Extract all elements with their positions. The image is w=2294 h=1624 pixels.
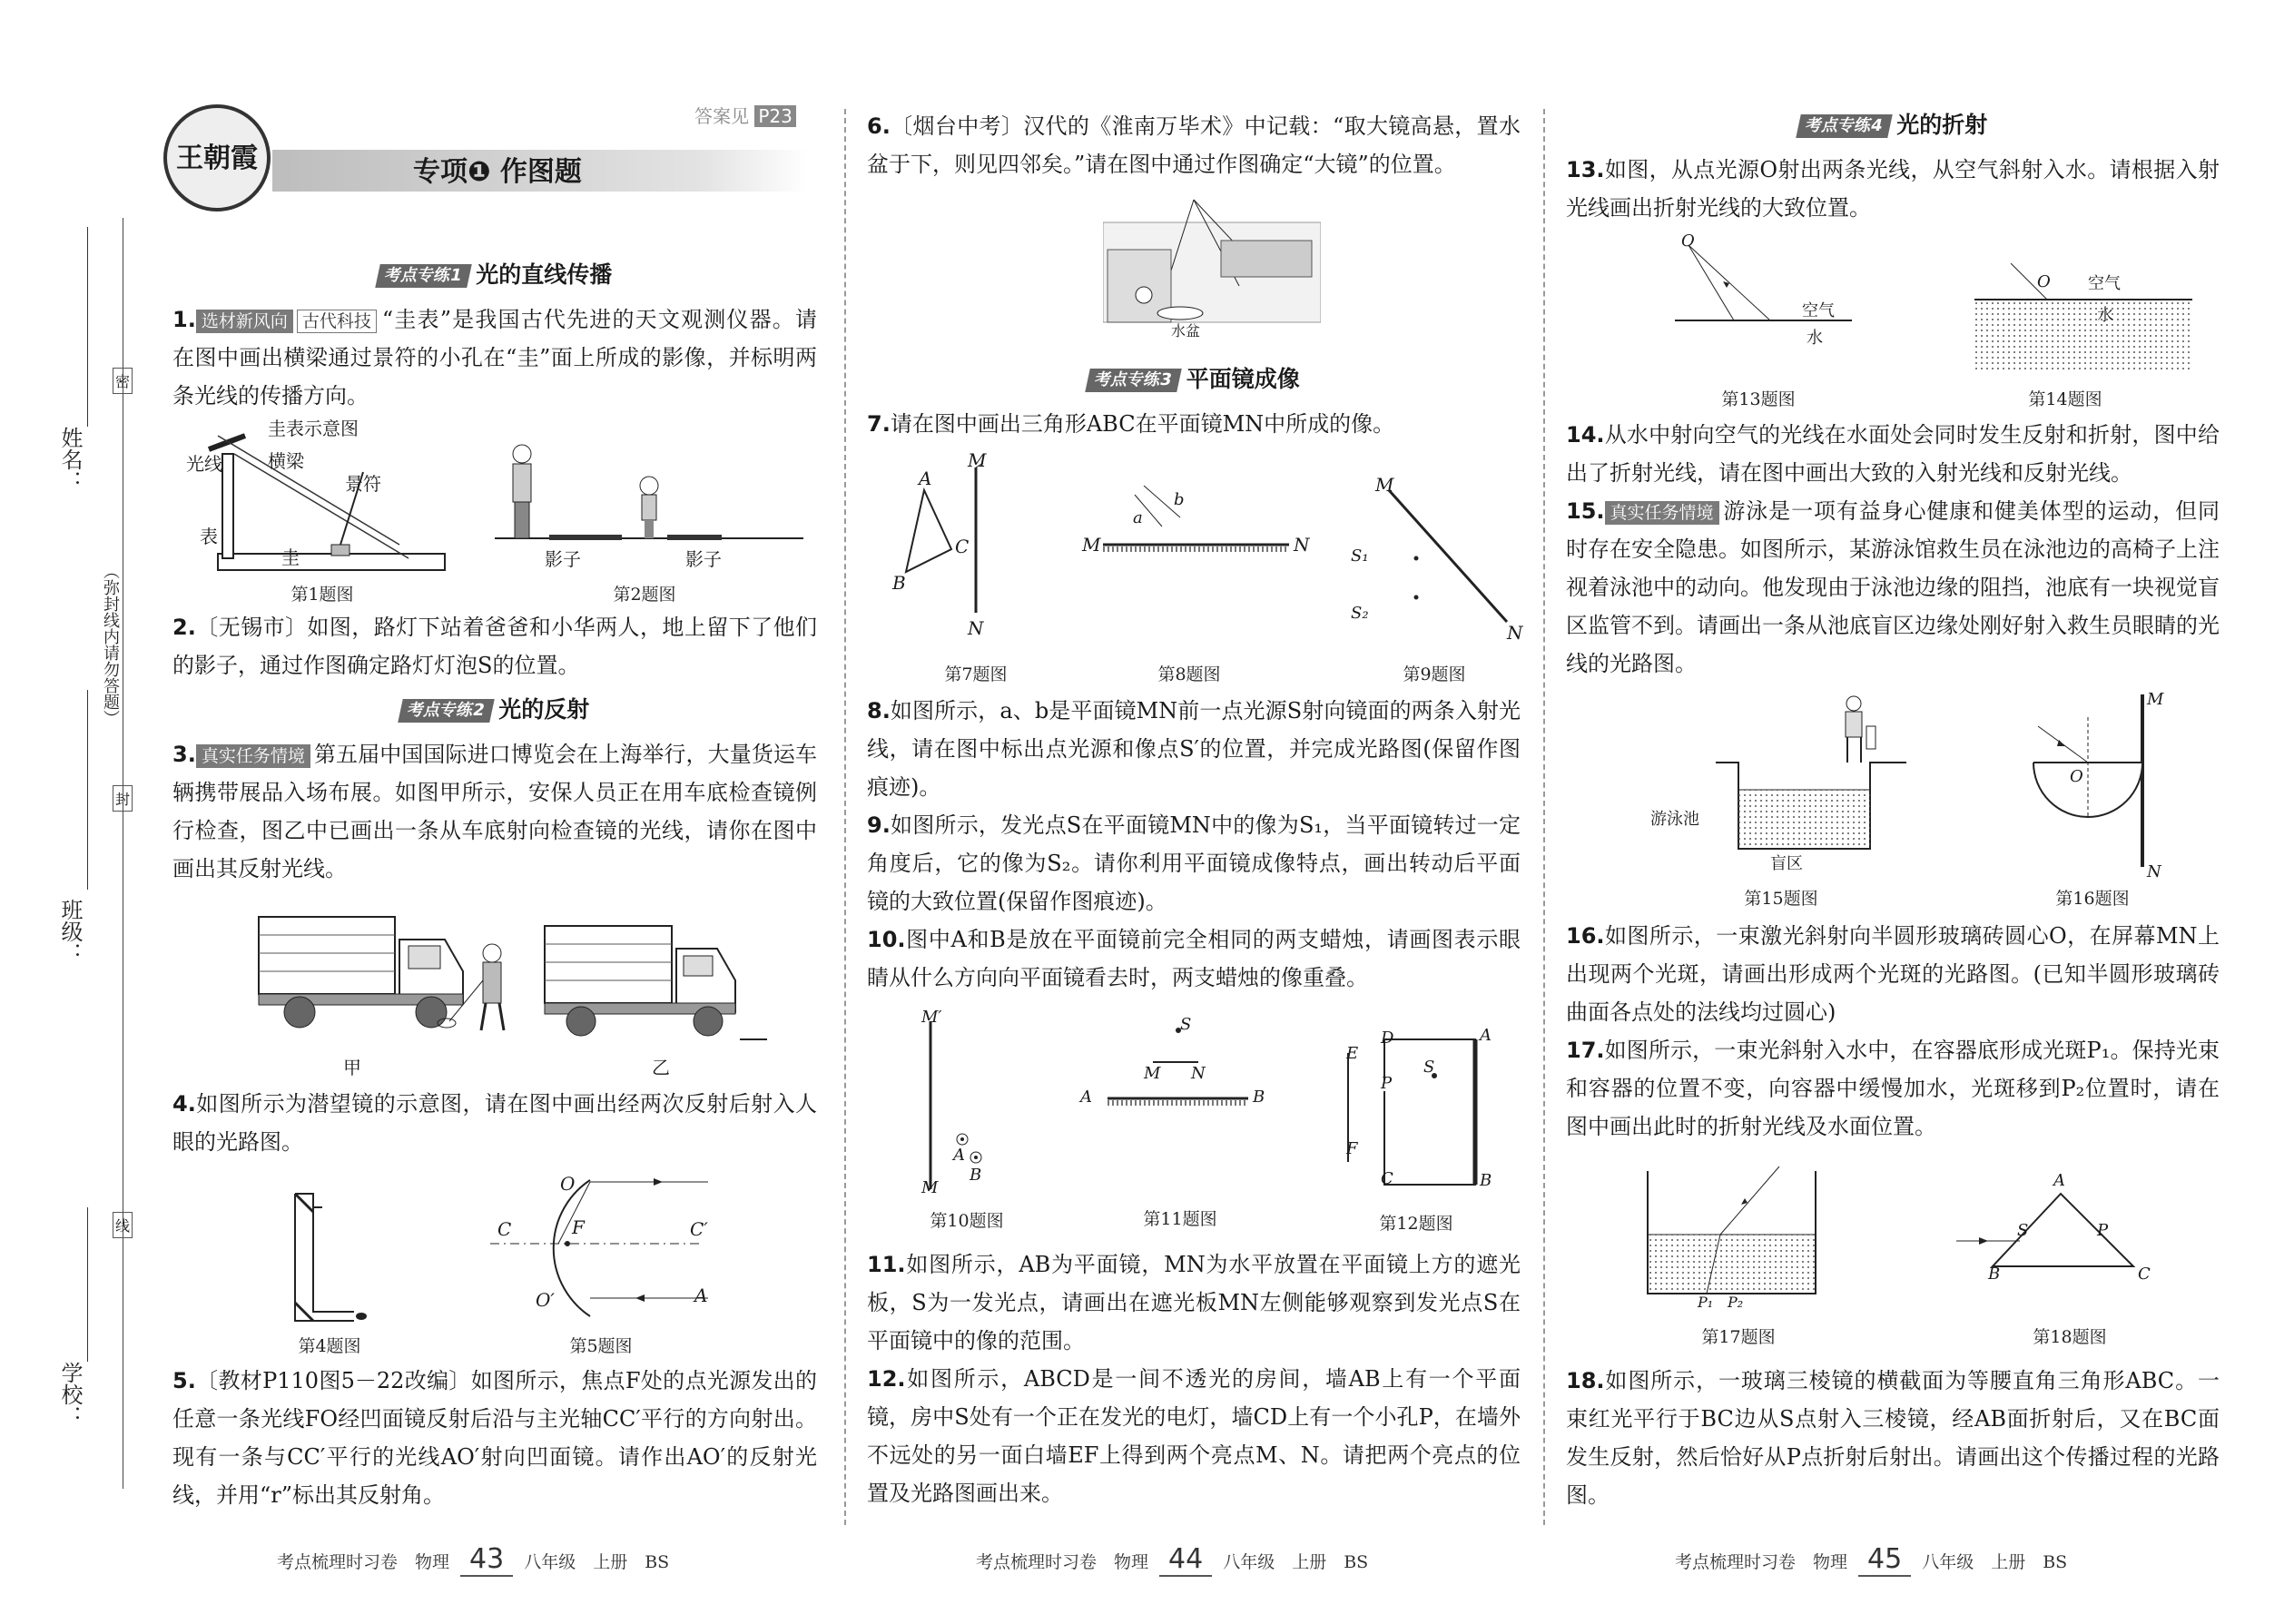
section-2-heading (172, 692, 817, 728)
answer-ref-label: 答案见 (694, 105, 749, 127)
question-number: 1. (172, 307, 196, 332)
figure-caption: 第12题图 (1379, 1214, 1453, 1234)
figure-caption: 第7题图 (944, 664, 1008, 684)
figure-caption: 乙 (652, 1057, 670, 1078)
figure-1-title: 圭表示意图 (268, 418, 359, 439)
figure-caption: 第2题图 (613, 585, 676, 605)
question-number: 2. (172, 615, 196, 640)
label-S12: S (1423, 1058, 1435, 1077)
label-N9: N (1507, 622, 1523, 644)
label-o: O (560, 1173, 576, 1195)
column-3d (1566, 1362, 2220, 1514)
figure-15 (1716, 690, 1906, 871)
column-2d (867, 1245, 1521, 1512)
label-B10: B (970, 1166, 982, 1185)
footer-left: 考点梳理时习卷 物理 (1675, 1552, 1848, 1572)
label-o-prime: O′ (536, 1289, 555, 1311)
question-16 (1566, 917, 2220, 1031)
label-E: E (1346, 1044, 1359, 1063)
question-number: 16. (1566, 923, 1605, 949)
section-title: 光的直线传播 (476, 261, 613, 288)
label-N11: N (1191, 1064, 1206, 1083)
class-label: 班级： (57, 899, 83, 964)
logo-text: 王朝霞 (176, 143, 258, 174)
label-B11: B (1253, 1088, 1265, 1107)
label-M10: M′ (921, 1008, 942, 1027)
column-3c (1566, 917, 2220, 1146)
figure-caption: 第11题图 (1143, 1209, 1217, 1229)
question-14 (1566, 416, 2220, 492)
question-11 (867, 1245, 1521, 1360)
footer-right: 八年级 上册 BS (1922, 1552, 2068, 1572)
figure-2 (495, 440, 803, 567)
label-shuipen: 水盆 (1171, 322, 1201, 340)
column-divider (844, 109, 846, 1525)
label-D: D (1381, 1029, 1394, 1048)
figure-caption: 第4题图 (298, 1336, 361, 1356)
question-number: 9. (867, 812, 891, 838)
figure-3a (254, 899, 527, 1035)
question-number: 18. (1566, 1368, 1605, 1393)
label-F: F (1346, 1139, 1358, 1158)
figure-caption: 第18题图 (2033, 1327, 2107, 1347)
label-A: A (919, 468, 932, 489)
question-text: 请在图中画出三角形ABC在平面镜MN中所成的像。 (890, 411, 1395, 437)
label-O16: O (2070, 767, 2083, 786)
page-number: 44 (1159, 1543, 1212, 1577)
page-number: 45 (1858, 1543, 1911, 1577)
label-water-13: 水 (1807, 329, 1823, 348)
topic-title: 专项❶ 作图题 (413, 156, 582, 188)
label-beam: 横梁 (268, 450, 304, 472)
question-number: 6. (867, 113, 891, 139)
label-A10: A (953, 1146, 965, 1165)
question-number: 10. (867, 927, 906, 952)
footer-right: 八年级 上册 BS (1223, 1552, 1369, 1572)
label-gui: 圭 (281, 546, 300, 568)
label-b-small: b (1174, 490, 1185, 509)
question-number: 11. (867, 1252, 906, 1277)
column-3 (1566, 107, 2220, 227)
section-title: 光的折射 (1896, 112, 1988, 138)
label-P18: P (2097, 1221, 2109, 1240)
label-A18: A (2053, 1171, 2065, 1190)
label-A11: A (1080, 1088, 1092, 1107)
question-text: 如图所示，发光点S在平面镜MN中的像为S₁，当平面镜转过一定角度后，它的像为S₂。请你利用平面镜成像特点，画出转动后平面镜的大致位置(保留作图痕迹)。 (867, 812, 1521, 914)
question-text: 从水中射向空气的光线在水面处会同时发生反射和折射，图中给出了折射光线，请在图中画出大致的入射光线和反射光线。 (1566, 422, 2220, 486)
label-f: F (572, 1216, 585, 1238)
figure-caption: 第10题图 (930, 1211, 1004, 1231)
label-M8: M (1082, 534, 1101, 556)
name-field[interactable] (87, 227, 88, 427)
answer-page-badge: P23 (754, 105, 796, 127)
label-M16: M (2147, 690, 2164, 709)
school-field[interactable] (87, 1207, 88, 1362)
label-jingfu: 景符 (345, 473, 381, 495)
footer-page-45 (1675, 1543, 2067, 1577)
section-badge: 考点专练3 (1085, 369, 1181, 392)
column-1b (172, 608, 817, 888)
question-12 (867, 1360, 1521, 1512)
seal-mark-1: 密 (113, 368, 133, 394)
footer-right: 八年级 上册 BS (524, 1552, 670, 1572)
figure-17 (1643, 1162, 1825, 1298)
label-S11: S (1180, 1015, 1192, 1034)
question-8 (867, 692, 1521, 806)
label-N8: N (1294, 534, 1310, 556)
school-label: 学校： (57, 1362, 83, 1427)
section-4-heading (1566, 107, 2220, 143)
figure-6 (1103, 195, 1321, 331)
question-18 (1566, 1362, 2220, 1514)
label-O13: O (1681, 231, 1695, 251)
section-1-heading (172, 257, 817, 293)
question-4 (172, 1085, 817, 1161)
footer-page-43 (277, 1543, 669, 1577)
label-shadow-1: 影子 (545, 548, 581, 570)
section-title: 光的反射 (498, 696, 590, 723)
label-C12: C (1381, 1169, 1393, 1188)
question-13 (1566, 151, 2220, 227)
figure-caption: 第14题图 (2028, 389, 2102, 409)
section-title: 平面镜成像 (1186, 366, 1300, 392)
label-C18: C (2138, 1265, 2151, 1284)
question-number: 7. (867, 411, 891, 437)
question-number: 3. (172, 742, 196, 767)
figure-18 (1952, 1185, 2161, 1275)
question-6 (867, 107, 1521, 183)
figure-caption: 甲 (343, 1057, 361, 1078)
footer-page-44 (976, 1543, 1368, 1577)
question-tag: 真实任务情境 (1605, 501, 1719, 525)
figure-3b (540, 912, 767, 1048)
figure-14 (1974, 263, 2192, 381)
question-text: 第五届中国国际进口博览会在上海举行，大量货运车辆携带展品入场布展。如图甲所示，安保人员正在用车底检查镜例行检查，图乙中已画出一条从车底射向检查镜的光线，请你在图中画出其反射光线。 (172, 742, 817, 881)
figure-caption: 第5题图 (569, 1336, 633, 1356)
figure-caption: 第1题图 (290, 585, 354, 605)
question-15 (1566, 492, 2220, 683)
question-text: 如图所示，一束光斜射入水中，在容器底形成光斑P₁。保持光束和容器的位置不变，向容器中缓慢加水，光斑移到P₂位置时，请在图中画出此时的折射光线及水面位置。 (1566, 1038, 2220, 1139)
figure-caption: 第13题图 (1721, 389, 1796, 409)
label-B18: B (1988, 1265, 2001, 1284)
section-badge: 考点专练2 (398, 699, 494, 723)
question-number: 8. (867, 698, 891, 723)
label-water-14: 水 (2097, 306, 2113, 325)
label-shadow-2: 影子 (685, 548, 722, 570)
label-blind: 盲区 (1770, 854, 1803, 873)
label-N: N (968, 617, 984, 639)
label-light: 光线 (186, 453, 222, 475)
label-P2: P₂ (1728, 1294, 1744, 1311)
column-2c (867, 692, 1521, 997)
figure-11 (1089, 1017, 1253, 1117)
figure-8 (1080, 481, 1289, 563)
question-9 (867, 806, 1521, 920)
label-B: B (892, 572, 906, 594)
question-tag: 选材新风向 (196, 310, 293, 333)
question-text: 如图所示为潜望镜的示意图，请在图中画出经两次反射后射入人眼的光路图。 (172, 1091, 817, 1155)
label-C: C (955, 536, 970, 557)
label-c-prime: C′ (690, 1218, 708, 1240)
label-P: P (1381, 1074, 1393, 1093)
question-text: 〔无锡市〕如图，路灯下站着爸爸和小华两人，地上留下了他们的影子，通过作图确定路灯灯泡S的位置。 (172, 615, 817, 678)
name-label: 姓名： (57, 427, 83, 492)
figure-caption: 第9题图 (1403, 664, 1466, 684)
figure-16 (2015, 690, 2170, 871)
label-M10b: M (921, 1178, 939, 1197)
label-B12: B (1480, 1171, 1492, 1190)
question-number: 15. (1566, 498, 1605, 524)
label-S2: S₂ (1351, 604, 1369, 623)
question-text: “圭表”是我国古代先进的天文观测仪器。请在图中画出横梁通过景符的小孔在“圭”面上所成的影像，并标明两条光线的传播方向。 (172, 307, 817, 408)
label-c: C (497, 1218, 512, 1240)
label-M9: M (1375, 474, 1394, 496)
class-field[interactable] (87, 690, 88, 890)
question-number: 13. (1566, 157, 1605, 182)
question-7 (867, 405, 1521, 443)
question-tag: 古代科技 (297, 310, 377, 333)
label-pool: 游泳池 (1650, 810, 1699, 829)
section-badge: 考点专练4 (1796, 114, 1892, 138)
question-1 (172, 300, 817, 415)
question-number: 4. (172, 1091, 196, 1117)
label-biao: 表 (200, 526, 218, 547)
figure-5 (490, 1171, 717, 1325)
question-number: 5. (172, 1368, 196, 1393)
label-M: M (968, 449, 987, 471)
label-O14: O (2037, 272, 2051, 291)
figure-caption: 第8题图 (1157, 664, 1221, 684)
question-text: 如图，从点光源O射出两条光线，从空气斜射入水。请根据入射光线画出折射光线的大致位置。 (1566, 157, 2220, 221)
column-1c (172, 1085, 817, 1161)
seal-mark-2: 封 (113, 785, 133, 812)
question-2 (172, 608, 817, 684)
question-text: 游泳是一项有益身心健康和健美体型的运动，但同时存在安全隐患。如图所示，某游泳馆救生员在泳池边的高椅子上注视着泳池中的动向。他发现由于泳池边缘的阻挡，池底有一块视觉盲区监管不到。请画出一条从池底盲区边缘处刚好射入救生员眼睛的光线的光路图。 (1566, 498, 2220, 676)
column-2 (867, 107, 1521, 183)
question-text: 如图所示，一束激光斜射向半圆形玻璃砖圆心O，在屏幕MN上出现两个光斑，请画出形成两个光斑的光路图。(已知半圆形玻璃砖曲面各点处的法线均过圆心) (1566, 923, 2220, 1025)
question-number: 12. (867, 1366, 906, 1392)
section-badge: 考点专练1 (375, 264, 471, 288)
question-text: 〔烟台中考〕汉代的《淮南万毕术》中记载：“取大镜高悬，置水盆于下，则见四邻矣。”请在图中通过作图确定“大镜”的位置。 (867, 113, 1521, 177)
question-17 (1566, 1031, 2220, 1146)
question-text: 如图所示，ABCD是一间不透光的房间，墙AB上有一个平面镜，房中S处有一个正在发光的电灯，墙CD上有一个小孔P，在墙外不远处的另一面白墙EF上得到两个亮点M、N。请把两个亮点的位置及光路图画出来。 (867, 1366, 1521, 1506)
question-text: 如图所示，AB为平面镜，MN为水平放置在平面镜上方的遮光板，S为一发光点，请画出在遮光板MN左侧能够观察到发光点S在平面镜中的像的范围。 (867, 1252, 1521, 1353)
seal-mark-3: 线 (113, 1212, 133, 1238)
figure-9 (1371, 486, 1516, 631)
question-text: 如图所示，a、b是平面镜MN前一点光源S射向镜面的两条入射光线，请在图中标出点光源和像点S′的位置，并完成光路图(保留作图痕迹)。 (867, 698, 1521, 800)
column-3b (1566, 416, 2220, 683)
footer-left: 考点梳理时习卷 物理 (277, 1552, 450, 1572)
question-text: 图中A和B是放在平面镜前完全相同的两支蜡烛，请画图表示眼睛从什么方向向平面镜看去时，两支蜡烛的像重叠。 (867, 927, 1521, 990)
label-air-14: 空气 (2088, 274, 2121, 293)
question-3 (172, 735, 817, 888)
seal-note: （弥封线内请勿答题） (101, 563, 120, 726)
figure-caption: 第16题图 (2055, 889, 2130, 909)
question-tag: 真实任务情境 (196, 744, 310, 768)
question-text: 〔教材P110图5－22改编〕如图所示，焦点F处的点光源发出的任意一条光线FO经凹面镜反射后沿与主光轴CC′平行的方向射出。现有一条与CC′平行的光线AO′射向凹面镜。请作出AO′的反射光线，并用“r”标出其反射角。 (172, 1368, 817, 1508)
column-2b (867, 354, 1521, 443)
answer-ref (694, 102, 796, 128)
question-text: 如图所示，一玻璃三棱镜的横截面为等腰直角三角形ABC。一束红光平行于BC边从S点射入三棱镜，经AB面折射后，又在BC面发生反射，然后恰好从P点折射后射出。请画出这个传播过程的光路图。 (1566, 1368, 2220, 1508)
figure-caption: 第15题图 (1744, 889, 1818, 909)
label-A12: A (1480, 1026, 1492, 1045)
question-10 (867, 920, 1521, 997)
section-3-heading (867, 361, 1521, 398)
column-1d (172, 1362, 817, 1514)
label-S18: S (2017, 1221, 2029, 1240)
footer-left: 考点梳理时习卷 物理 (976, 1552, 1149, 1572)
label-M11: M (1144, 1064, 1161, 1083)
label-air-13: 空气 (1802, 301, 1835, 320)
question-number: 17. (1566, 1038, 1605, 1063)
label-N16: N (2147, 862, 2161, 881)
brand-logo (163, 104, 271, 212)
label-P1: P₁ (1698, 1294, 1714, 1311)
figure-12 (1339, 1026, 1484, 1189)
label-S1: S₁ (1351, 546, 1369, 566)
label-a: A (694, 1284, 708, 1306)
label-a-small: a (1133, 508, 1143, 527)
figure-caption: 第17题图 (1701, 1327, 1776, 1347)
column-divider (1543, 109, 1545, 1525)
figure-4 (290, 1189, 372, 1325)
question-5 (172, 1362, 817, 1514)
page-number: 43 (460, 1543, 513, 1577)
question-number: 14. (1566, 422, 1605, 448)
column-1 (172, 250, 817, 415)
